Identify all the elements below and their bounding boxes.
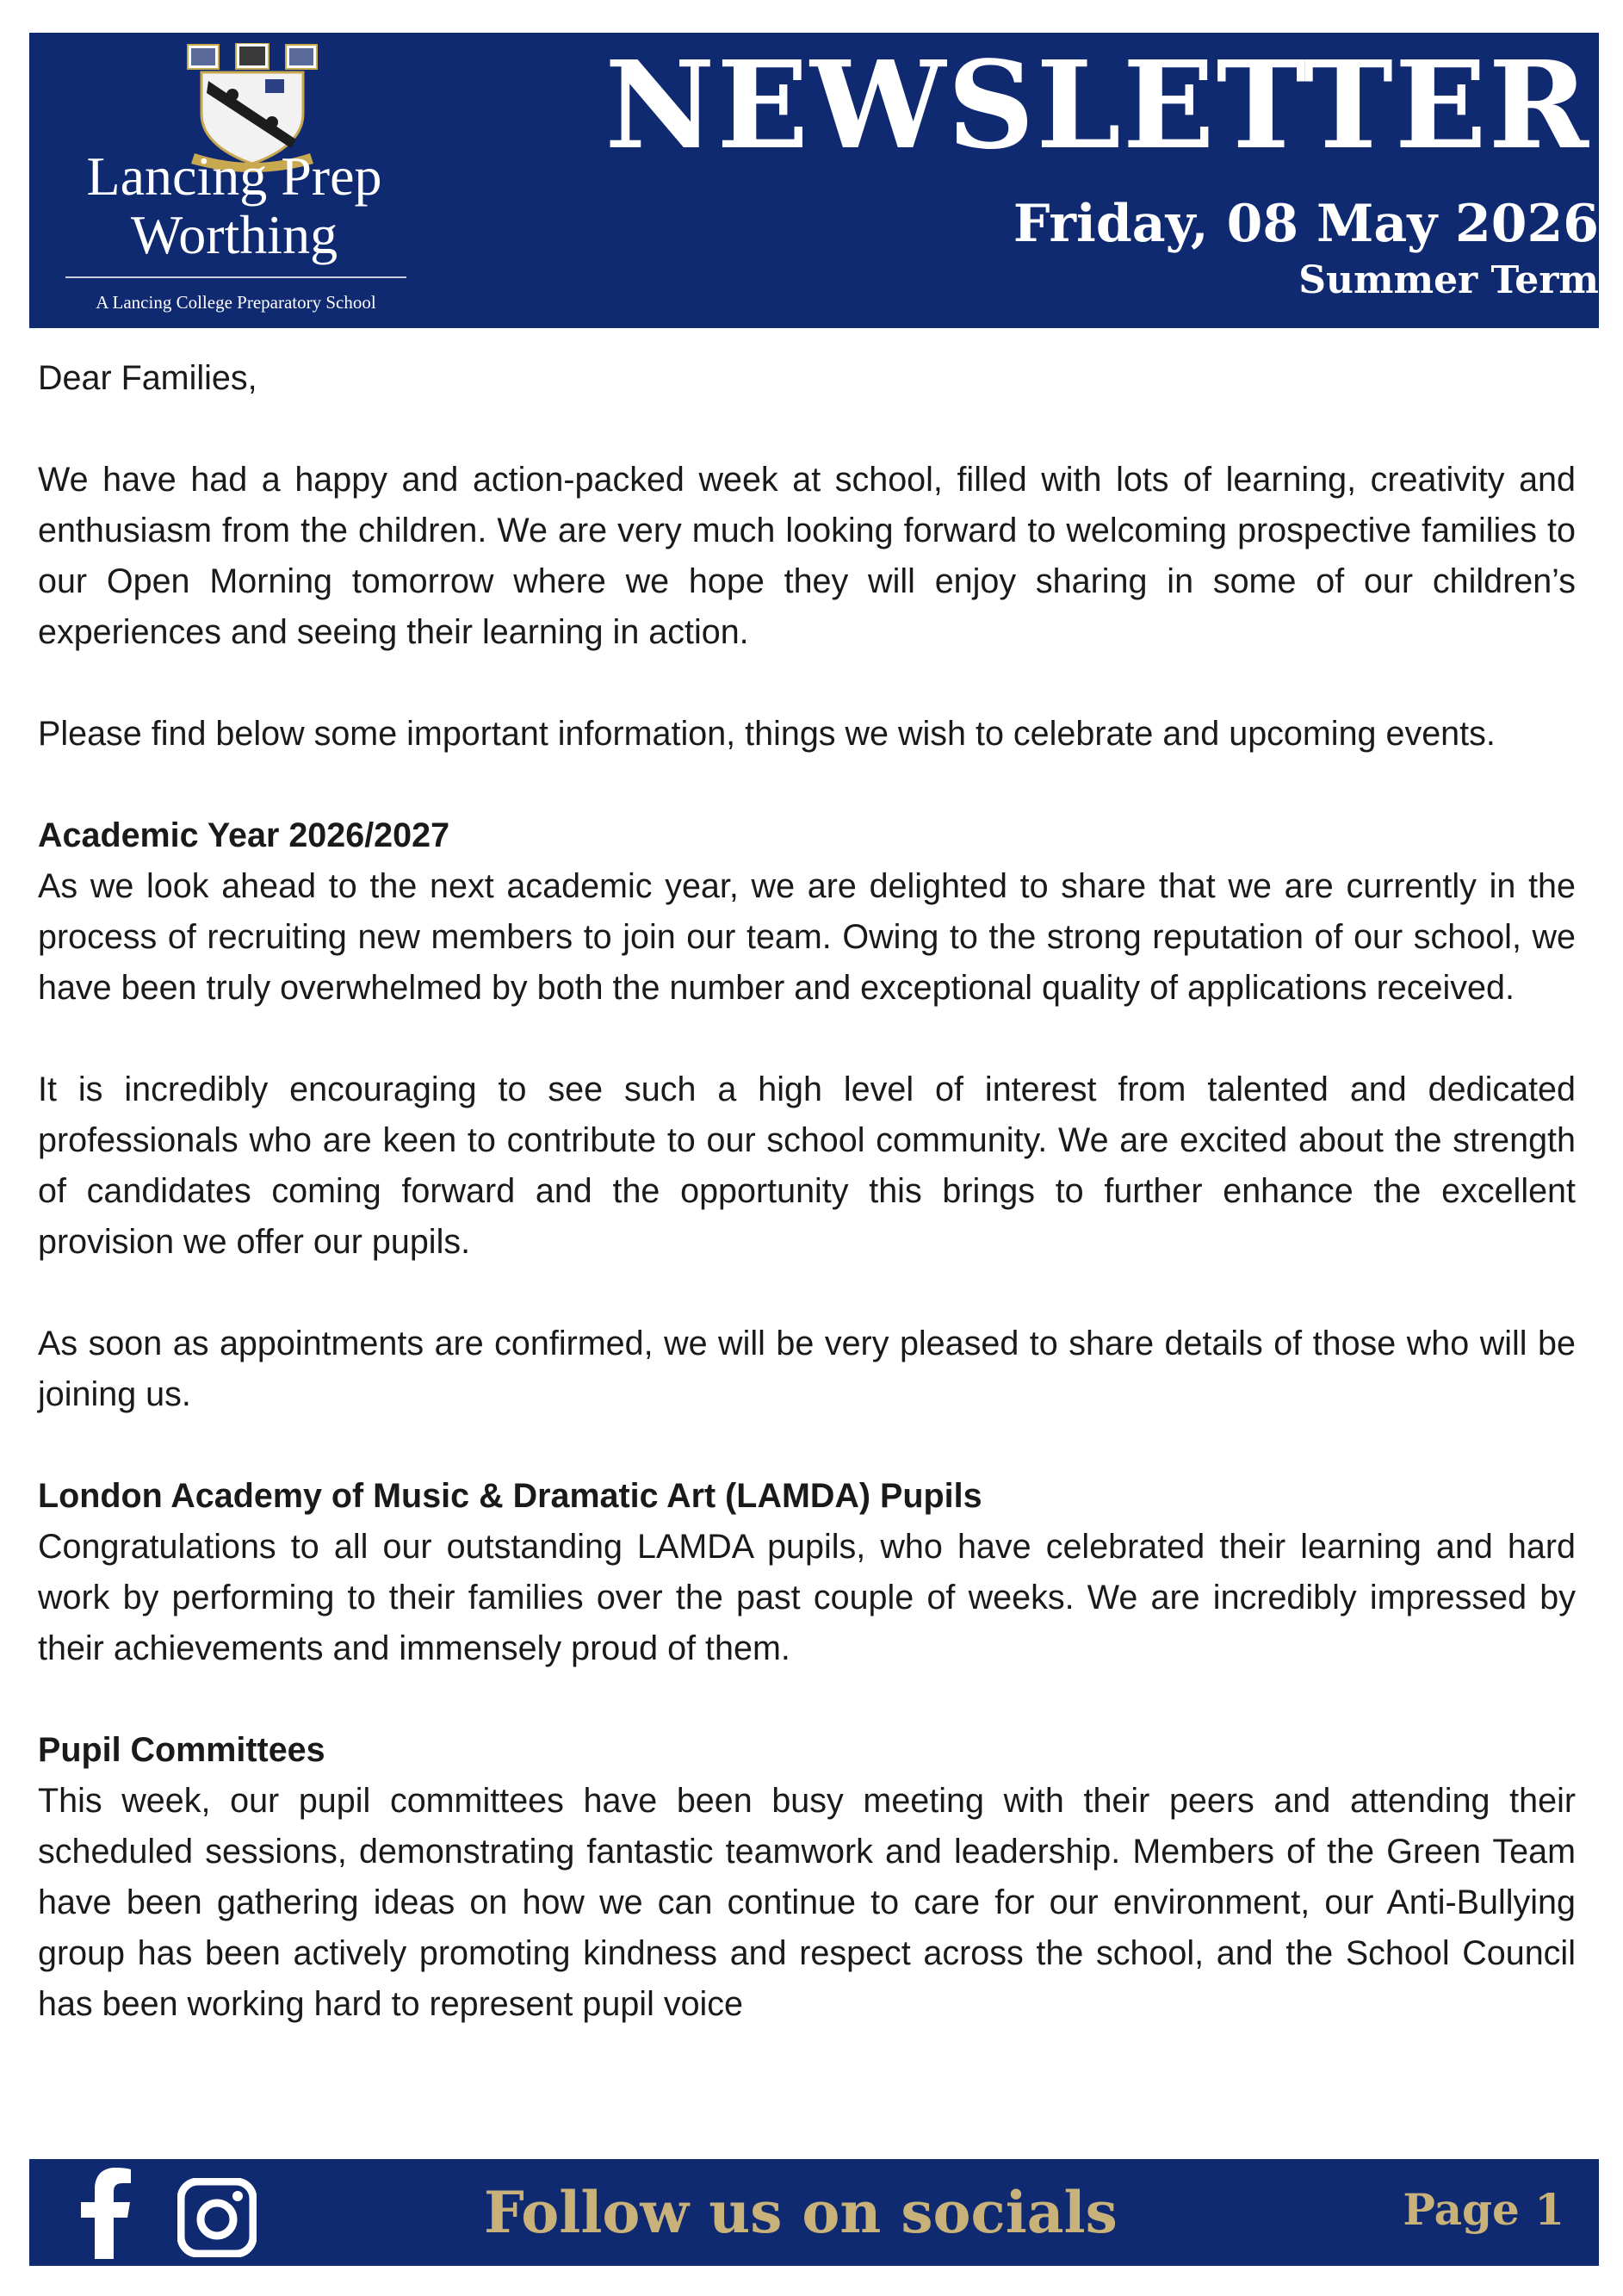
newsletter-date: Friday, 08 May 2026 bbox=[1013, 194, 1599, 254]
section-heading-pupil-committees: Pupil Committees bbox=[38, 1731, 325, 1769]
section-paragraph: As soon as appointments are confirmed, we will be very pleased to share details of those who will be joining us. bbox=[38, 1325, 1576, 1413]
newsletter-term: Summer Term bbox=[1298, 258, 1599, 302]
school-subtitle: A Lancing College Preparatory School bbox=[96, 292, 376, 313]
section-paragraph: This week, our pupil committees have been busy meeting with their peers and attending their scheduled sessions, demonstrating fantastic teamwork and leadership. Members of the Green Team have been gathering ideas on how we can continue to care for our environment, our Anti-Bullying group has been actively promoting kindness and respect across the school, and the School Council has been working hard to represent pupil voice bbox=[38, 1782, 1576, 2023]
section-paragraph: Congratulations to all our outstanding LAMDA pupils, who have celebrated their learning and hard work by performing to their families over the past couple of weeks. We are incredibly impressed by their achievements and immensely proud of them. bbox=[38, 1528, 1576, 1667]
newsletter-footer bbox=[29, 2159, 1599, 2266]
section-paragraph: As we look ahead to the next academic year, we are delighted to share that we are currently in the process of recruiting new members to join our team. Owing to the strong reputation of our school, we have been truly overwhelmed by both the number and exceptional quality of applications received. bbox=[38, 867, 1576, 1007]
school-location: Worthing bbox=[130, 204, 338, 265]
intro-paragraph: We have had a happy and action-packed week at school, filled with lots of learning, creativity and enthusiasm from the children. We are very much looking forward to welcoming prospective families to our Open Morning tomorrow where we hope they will enjoy sharing in some of our children’s experiences and seeing their learning in action. bbox=[38, 461, 1576, 651]
school-divider bbox=[65, 276, 406, 278]
newsletter-header bbox=[29, 33, 1599, 328]
facebook-icon[interactable] bbox=[74, 2168, 134, 2259]
school-name: Lancing Prep bbox=[86, 146, 382, 207]
newsletter-title: NEWSLETTER bbox=[604, 35, 1590, 177]
follow-us-text: Follow us on socials bbox=[484, 2179, 1118, 2246]
page-number: Page 1 bbox=[1403, 2184, 1564, 2235]
instagram-icon[interactable] bbox=[177, 2178, 257, 2257]
intro-paragraph: Please find below some important information, things we wish to celebrate and upcoming events. bbox=[38, 715, 1496, 753]
section-heading-academic-year: Academic Year 2026/2027 bbox=[38, 816, 450, 854]
section-heading-lamda: London Academy of Music & Dramatic Art (LAMDA) Pupils bbox=[38, 1477, 982, 1515]
salutation: Dear Families, bbox=[38, 359, 257, 397]
newsletter-content bbox=[38, 353, 1576, 2030]
section-paragraph: It is incredibly encouraging to see such a high level of interest from talented and dedicated professionals who are keen to contribute to our school community. We are excited about the strength of candidates coming forward and the opportunity this brings to further enhance the excellent provision we offer our pupils. bbox=[38, 1070, 1576, 1261]
